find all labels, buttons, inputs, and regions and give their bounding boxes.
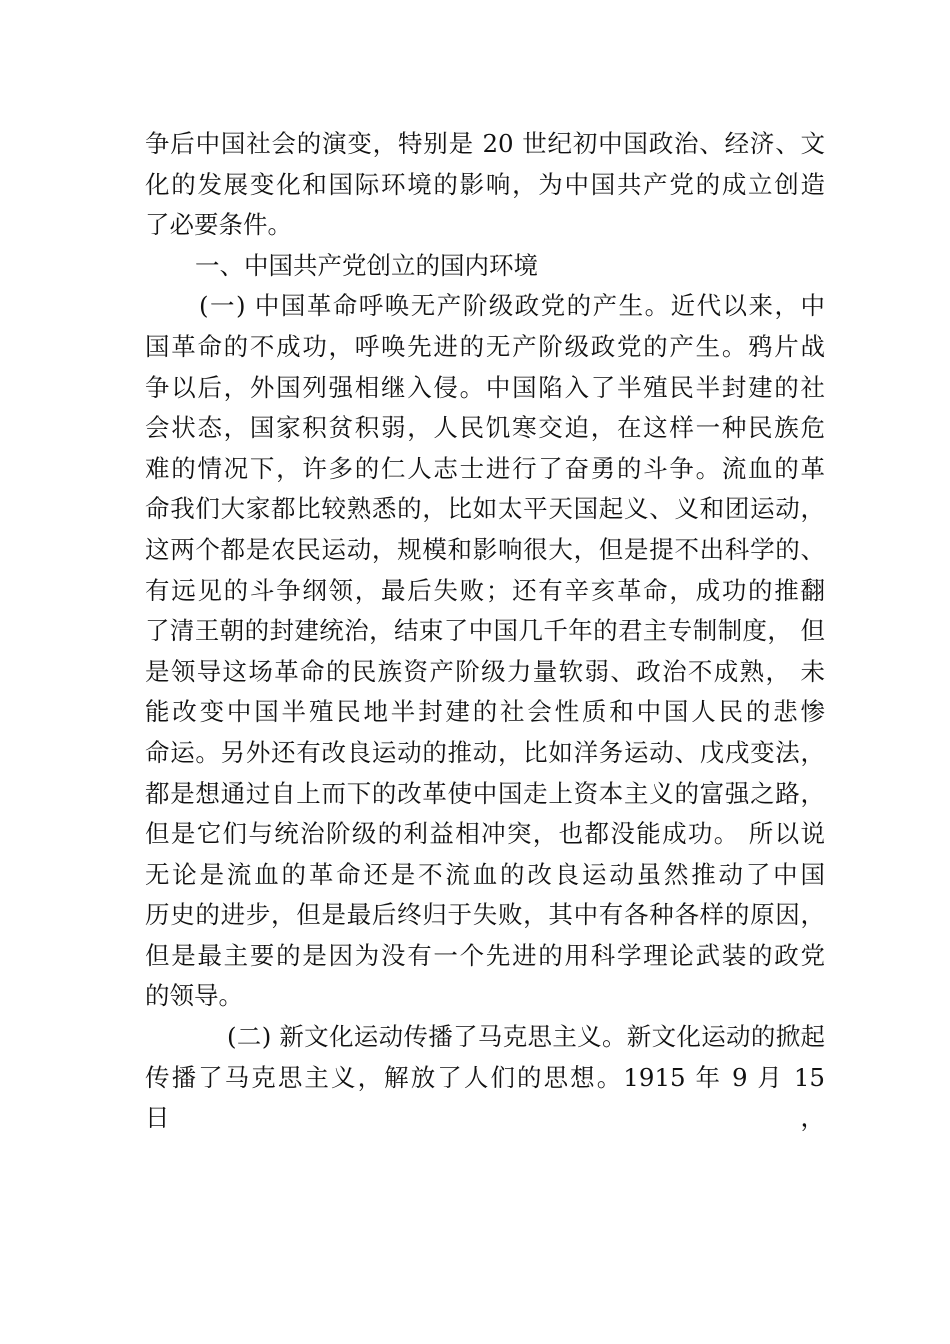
text-line: 命我们大家都比较熟悉的，比如太平天国起义、义和团运动， — [145, 494, 825, 524]
subsection-heading-line: (二) 新文化运动传播了马克思主义。新文化运动的掀起 — [227, 1022, 825, 1052]
text-line: 争以后，外国列强相继入侵。中国陷入了半殖民半封建的社 — [145, 372, 825, 402]
text-line: 命运。另外还有改良运动的推动，比如洋务运动、戊戌变法， — [145, 737, 825, 767]
text-line: 了清王朝的封建统治，结束了中国几千年的君主专制制度， 但 — [145, 616, 825, 646]
subsection-heading-line: (一) 中国革命呼唤无产阶级政党的产生。近代以来，中 — [199, 291, 825, 321]
text-line: 会状态，国家积贫积弱，人民饥寒交迫，在这样一种民族危 — [145, 413, 825, 443]
text-line: 国革命的不成功，呼唤先进的无产阶级政党的产生。鸦片战 — [145, 331, 825, 361]
text-line: 是领导这场革命的民族资产阶级力量软弱、政治不成熟， 未 — [145, 656, 825, 686]
body-text — [145, 124, 825, 1133]
text-line: 争后中国社会的演变，特别是 20 世纪初中国政治、经济、文 — [145, 129, 825, 158]
text-line: 传播了马克思主义，解放了人们的思想。1915 年 9 月 15 日， — [145, 1062, 825, 1133]
text-line: 但是它们与统治阶级的利益相冲突，也都没能成功。 所以说 — [145, 819, 825, 849]
text-line: 能改变中国半殖民地半封建的社会性质和中国人民的悲惨 — [145, 697, 825, 727]
text-line: 都是想通过自上而下的改革使中国走上资本主义的富强之路， — [145, 778, 825, 808]
text-line: 但是最主要的是因为没有一个先进的用科学理论武装的政党 — [145, 940, 825, 970]
section-heading: 一、中国共产党创立的国内环境 — [195, 250, 538, 280]
text-line: 的领导。 — [145, 981, 243, 1011]
text-line: 无论是流血的革命还是不流血的改良运动虽然推动了中国 — [145, 859, 825, 889]
text-line: 这两个都是农民运动，规模和影响很大，但是提不出科学的、 — [145, 534, 825, 564]
text-line: 历史的进步，但是最后终归于失败，其中有各种各样的原因， — [145, 900, 825, 930]
text-line: 有远见的斗争纲领，最后失败；还有辛亥革命，成功的推翻 — [145, 575, 825, 605]
text-line: 了必要条件。 — [145, 210, 292, 240]
text-line: 化的发展变化和国际环境的影响，为中国共产党的成立创造 — [145, 169, 825, 199]
text-line: 难的情况下，许多的仁人志士进行了奋勇的斗争。流血的革 — [145, 453, 825, 483]
